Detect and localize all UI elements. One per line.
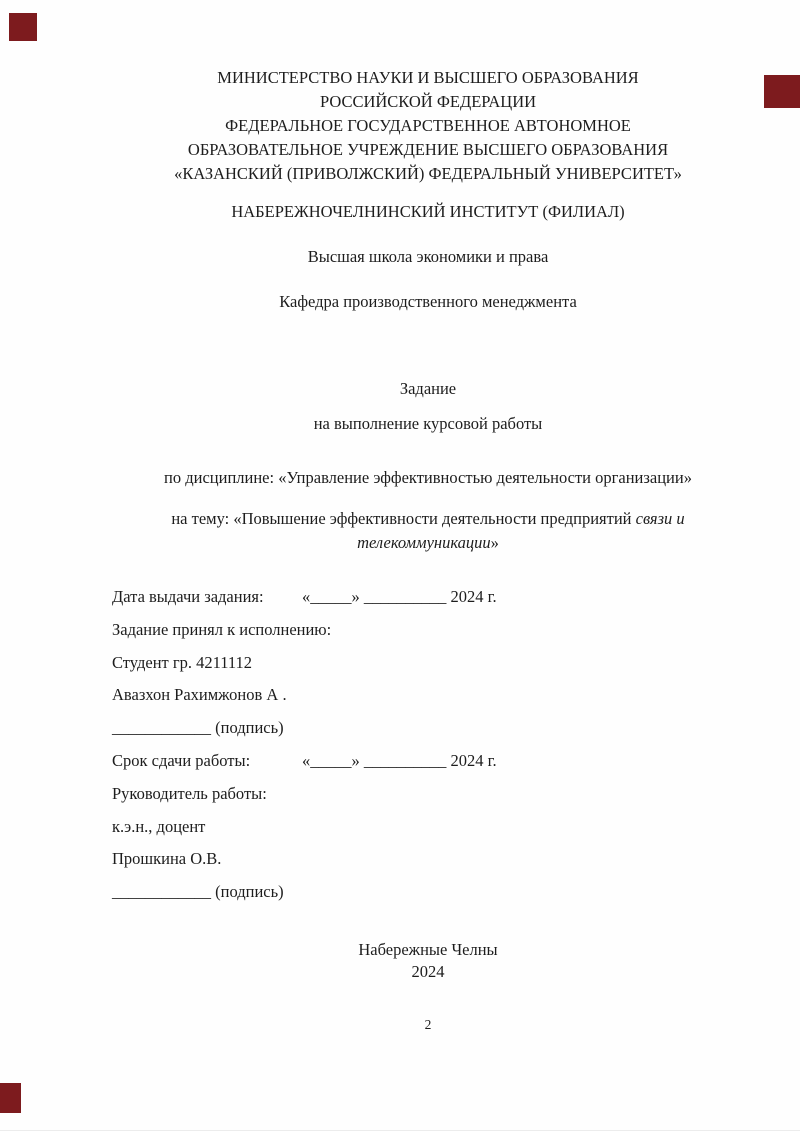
supervisor-label-row: Руководитель работы: [112,783,267,803]
student-signature-row: ____________ (подпись) [112,718,284,738]
footer-year: 2024 [411,961,445,981]
footer-city: Набережные Челны [358,939,498,959]
department-name: Кафедра производственного менеджмента [279,292,577,311]
ministry-header-line: РОССИЙСКОЙ ФЕДЕРАЦИИ [319,92,537,111]
ministry-header-line: ОБРАЗОВАТЕЛЬНОЕ УЧРЕЖДЕНИЕ ВЫСШЕГО ОБРАЗОВАНИЯ [187,140,669,159]
topic-suffix: » [490,533,499,552]
topic-line [112,507,744,555]
assignment-subtitle: на выполнение курсовой работы [313,414,543,433]
student-name-row: Авазхон Рахимжонов А . [112,685,287,705]
deadline-label: Срок сдачи работы: [112,750,251,770]
discipline-line: по дисциплине: «Управление эффективностью деятельности организации» [164,468,692,487]
deadline-value: «_____» __________ 2024 г. [302,750,497,770]
page-number: 2 [424,1016,432,1032]
issue-date-value: «_____» __________ 2024 г. [302,587,497,606]
corner-stamp-right [764,75,800,108]
supervisor-signature-row: ____________ (подпись) [112,882,284,902]
school-name: Высшая школа экономики и права [307,247,549,266]
assignment-title: Задание [399,379,457,398]
student-group-row: Студент гр. 4211112 [112,652,253,672]
ministry-header-line: ФЕДЕРАЛЬНОЕ ГОСУДАРСТВЕННОЕ АВТОНОМНОЕ [225,116,631,135]
supervisor-name-row: Прошкина О.В. [112,849,222,869]
ministry-header [112,66,744,186]
issue-date-label: Дата выдачи задания: [112,587,264,606]
corner-stamp-bottom-left [0,1083,21,1113]
assignment-fields [112,581,744,909]
deadline-row [112,745,744,778]
supervisor-degree-row: к.э.н., доцент [112,816,206,836]
accepted-row: Задание принял к исполнению: [112,619,332,639]
topic-italic-part1: связи и [635,509,685,528]
institute-name: НАБЕРЕЖНОЧЕЛНИНСКИЙ ИНСТИТУТ (ФИЛИАЛ) [231,202,625,221]
ministry-header-line: МИНИСТЕРСТВО НАУКИ И ВЫСШЕГО ОБРАЗОВАНИЯ [217,68,639,87]
topic-prefix: на тему: «Повышение эффективности деятельности предприятий [171,509,636,528]
topic-italic-part2: телекоммуникации [357,533,491,552]
issue-date-row [112,581,744,614]
ministry-header-line: «КАЗАНСКИЙ (ПРИВОЛЖСКИЙ) ФЕДЕРАЛЬНЫЙ УНИВЕРСИТЕТ» [174,164,682,183]
corner-stamp-top-left [9,13,37,41]
